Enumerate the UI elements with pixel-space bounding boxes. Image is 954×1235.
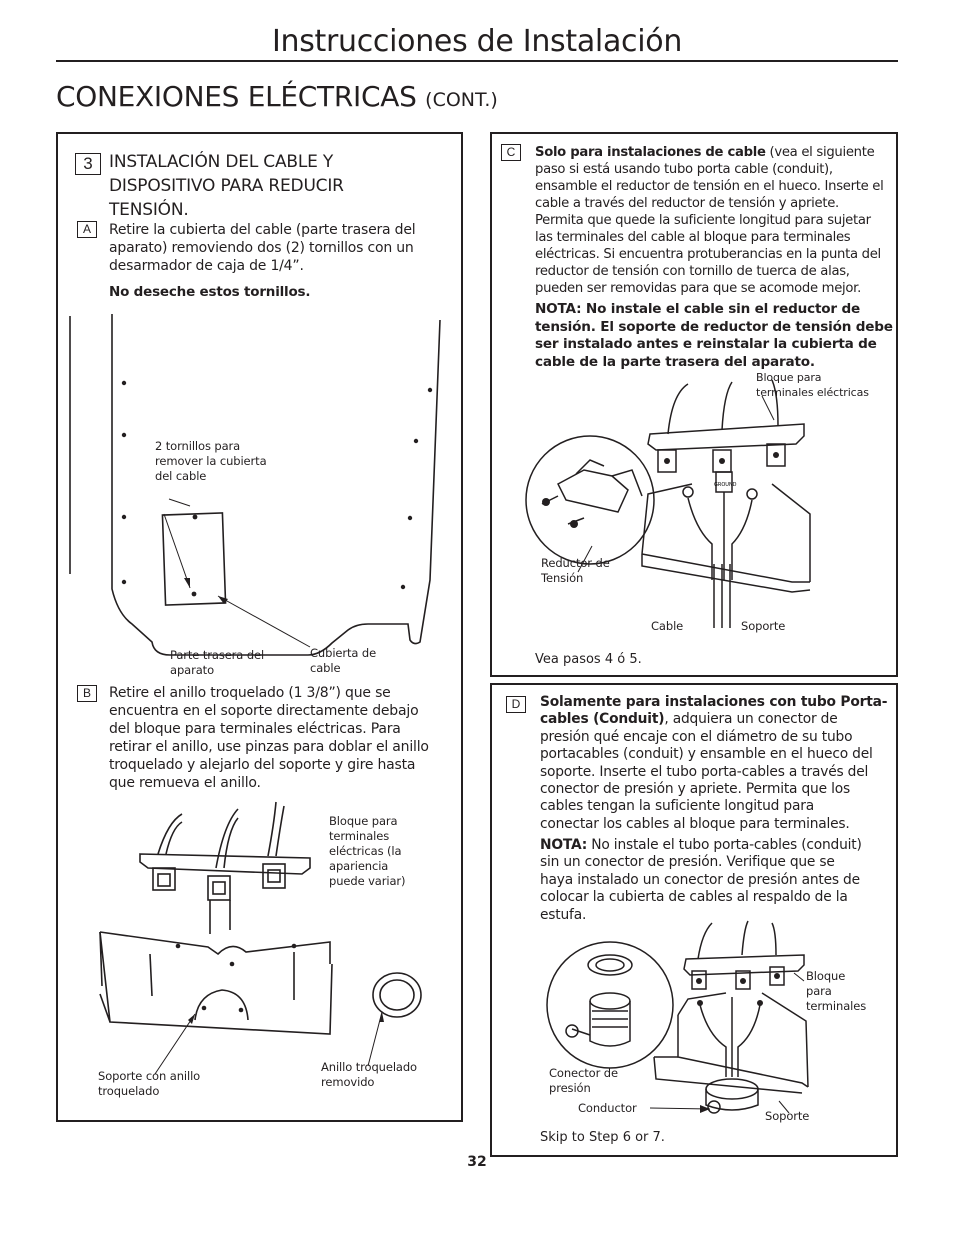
terminal-block-bracket-diagram (58, 134, 465, 1124)
support-label: Soporte (741, 619, 786, 633)
ground-text: GROUND (714, 482, 737, 488)
note-line: tensión. El soporte de reductor de tensión debe (535, 318, 893, 335)
section-title-suffix: (CONT.) (425, 89, 498, 111)
text-line: retirar el anillo, use pinzas para doblar el anillo (109, 739, 429, 755)
label-line: Reductor de (541, 556, 610, 570)
label-line: terminales (329, 829, 390, 843)
label-line: Parte trasera del (170, 648, 265, 662)
step-c-panel (490, 132, 898, 677)
step-3-panel (56, 132, 463, 1122)
terminal-block-label (756, 370, 869, 400)
note-line: sin un conector de presión. Verifique que se (540, 854, 835, 871)
label-line: Bloque (806, 969, 846, 983)
text-line: soporte. Inserte el tubo porta-cables a través del (540, 763, 869, 780)
text-line: Permita que quede la suficiente longitud para sujetar (535, 213, 871, 228)
label-line: terminales eléctricas (756, 386, 869, 399)
support-label: Soporte (765, 1109, 810, 1123)
label-line: eléctricas (la (329, 844, 402, 858)
label-line: terminales (806, 999, 867, 1013)
label-line: apariencia (329, 859, 389, 873)
page-number: 32 (467, 1154, 487, 1170)
label-line: Cubierta de (310, 646, 377, 660)
section-title-main: CONEXIONES ELÉCTRICAS (56, 80, 417, 113)
substep-c-intro-bold: Solo para instalaciones de cable (535, 145, 766, 160)
label-line: Tensión (541, 571, 584, 585)
cable-label: Cable (651, 619, 684, 633)
note-line: NOTA: No instale el cable sin el reductor de (535, 301, 861, 317)
terminal-block-label (329, 814, 405, 889)
label-line: 2 tornillos para (155, 439, 241, 453)
text-line: las terminales del cable al bloque para terminales (535, 230, 851, 245)
substep-c-footer: Vea pasos 4 ó 5. (535, 652, 642, 667)
label-line: para (806, 984, 832, 998)
label-line: Bloque para (756, 371, 822, 384)
label-line: del cable (155, 469, 207, 483)
strain-relief-diagram (492, 134, 900, 679)
text-line: conector de presión y apriete. Permita que los (540, 781, 850, 798)
step-number-badge: 3 (75, 153, 101, 175)
label-line: presión (549, 1081, 591, 1095)
label-line: puede variar) (329, 874, 406, 888)
text-line: Retire el anillo troquelado (1 3/8”) que se (109, 685, 391, 701)
text-line: pueden ser removidas para que se acomode mejor. (535, 281, 861, 296)
pressure-connector-label (549, 1066, 618, 1096)
label-line: aparato (170, 663, 215, 677)
label-line: troquelado (98, 1084, 160, 1098)
text-line: presión qué encaje con el diámetro de su tubo (540, 728, 853, 745)
bracket-with-ring-label (98, 1069, 200, 1099)
note-line: ser instalado antes e reinstalar la cubierta de (535, 336, 877, 352)
step-3-heading-line: TENSIÓN. (109, 200, 189, 220)
substep-d-footer: Skip to Step 6 or 7. (540, 1130, 665, 1145)
label-line: Anillo troquelado (321, 1060, 417, 1074)
text-line: portacables (conduit) y ensamble en el hueco del (540, 746, 873, 763)
conductor-label: Conductor (578, 1101, 637, 1115)
text-line: eléctricas. Si encuentra protuberancias en la punta del (535, 247, 881, 262)
label-line: cable (310, 661, 341, 675)
text-line: cables tengan la suficiente longitud para (540, 798, 814, 815)
note-label: NOTA: (540, 837, 588, 853)
substep-a-warning: No deseche estos tornillos. (109, 284, 311, 300)
substep-d-intro-rest: , adquiera un conector de (664, 711, 838, 728)
text-line: reductor de tensión con tornillo de tuerca de alas, (535, 264, 850, 279)
substep-d-badge: D (506, 696, 526, 713)
terminal-block-label (806, 969, 866, 1014)
substep-d-intro-bold-2: cables (Conduit) (540, 711, 665, 728)
text-line: troquelado y alejarlo del soporte y gire hasta (109, 757, 416, 773)
label-line: removido (321, 1075, 375, 1089)
text-line: conectar los cables al bloque para terminales. (540, 815, 850, 832)
section-title (56, 80, 498, 117)
label-line: Conector de (549, 1066, 618, 1080)
step-3-heading-line: DISPOSITIVO PARA REDUCIR (109, 176, 344, 196)
substep-a-badge: A (77, 221, 97, 238)
label-line: Bloque para (329, 814, 398, 828)
text-line: aparato) removiendo dos (2) tornillos con un (109, 240, 414, 256)
substep-d-intro-bold-1: Solamente para instalaciones con tubo Porta- (540, 694, 888, 710)
note-line: cable de la parte trasera del aparato. (535, 353, 815, 370)
note-first-rest: No instale el tubo porta-cables (conduit) (587, 837, 862, 853)
substep-c-intro-rest: (vea el siguiente (765, 145, 875, 160)
text-line: del bloque para terminales eléctricas. Para (109, 721, 401, 737)
page-title: Instrucciones de Instalación (271, 24, 683, 59)
text-line: desarmador de caja de 1/4”. (109, 258, 304, 274)
text-line: que remueva el anillo. (109, 775, 261, 791)
text-line: Retire la cubierta del cable (parte trasera del (109, 222, 416, 238)
removed-ring-label (321, 1060, 417, 1090)
step-d-panel (490, 683, 898, 1157)
label-line: Soporte con anillo (98, 1069, 201, 1083)
substep-c-badge: C (501, 144, 521, 161)
text-line: cable a través del reductor de tensión y apriete. (535, 196, 839, 211)
step-3-heading-line: INSTALACIÓN DEL CABLE Y (109, 152, 334, 172)
text-line: ensamble el reductor de tensión en el hueco. Inserte el (535, 179, 884, 194)
substep-b-badge: B (77, 685, 97, 702)
text-line: encuentra en el soporte directamente debajo (109, 703, 419, 719)
title-divider (56, 60, 898, 62)
text-line: paso si está usando tubo porta cable (conduit), (535, 162, 833, 177)
label-line: remover la cubierta (155, 454, 267, 468)
note-line: estufa. (540, 906, 587, 923)
strain-relief-label (541, 556, 610, 586)
note-line: haya instalado un conector de presión antes de (540, 871, 860, 888)
note-line: colocar la cubierta de cables al respaldo de la (540, 889, 848, 906)
